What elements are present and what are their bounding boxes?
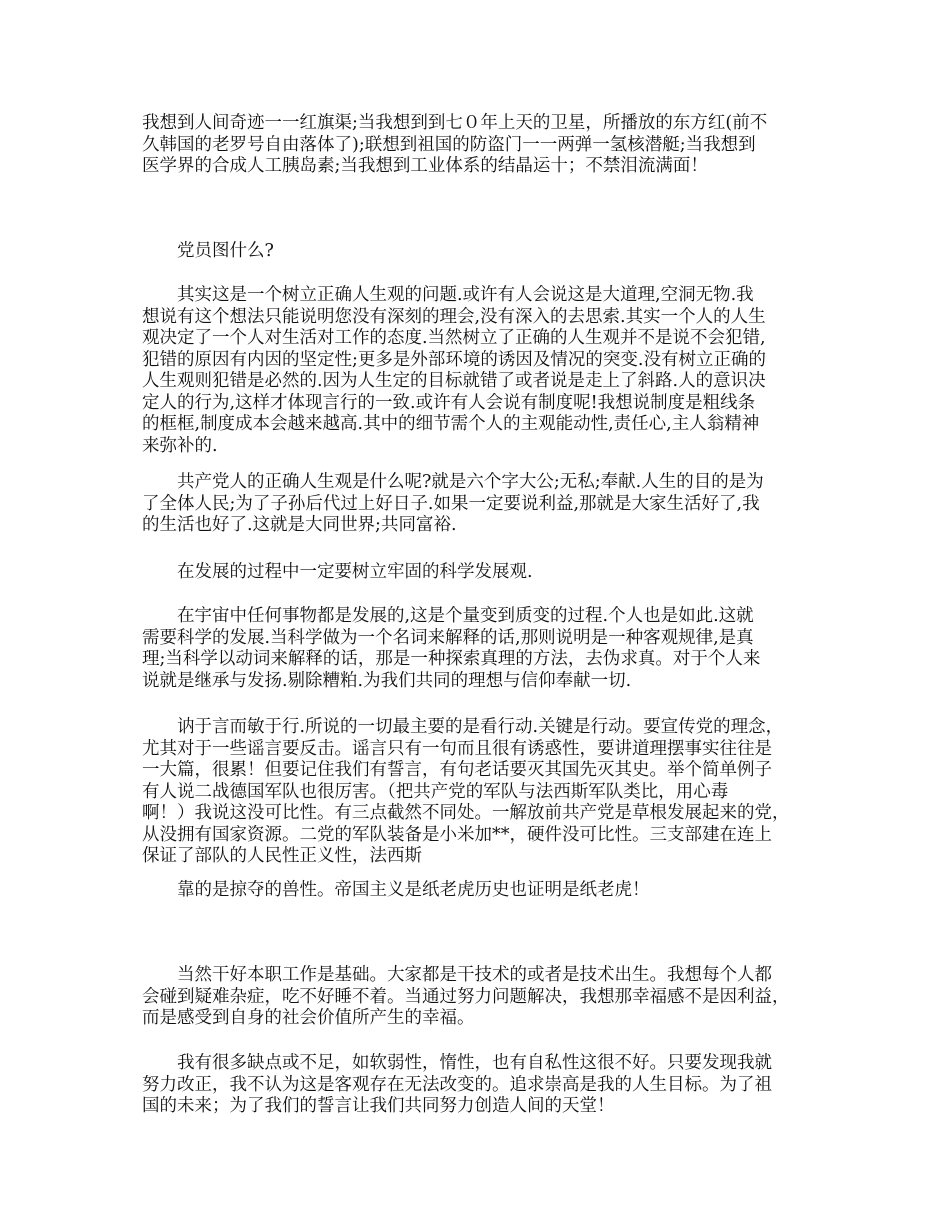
paragraph-science — [142, 606, 814, 692]
text-line: 有人说二战德国军队也很厉害。（把共产党的军队与法西斯军队类比，用心毒 — [142, 781, 729, 802]
paragraph-communist-outlook — [142, 472, 814, 537]
paragraph-inspirations — [142, 113, 814, 178]
text-line: 想说有这个想法只能说明您没有深刻的理会,没有深入的去思索.其实一个人的人生 — [142, 306, 766, 327]
text-line: 一大篇，很累！但要记住我们有誓言，有句老话要灭其国先灭其史。举个简单例子 — [142, 760, 772, 780]
text-line: 久韩国的老罗号自由落体了);联想到祖国的防盗门一一两弹一氢核潜艇;当我想到 — [142, 134, 756, 155]
text-line: 在宇宙中任何事物都是发展的,这是个量变到质变的过程.个人也是如此.这就 — [142, 606, 754, 626]
paragraph-self-improvement — [142, 1053, 814, 1118]
paragraph-development-view — [142, 562, 814, 584]
text-line: 尤其对于一些谣言要反击。谣言只有一句而且很有诱惑性，要讲道理摆事实往往是 — [142, 738, 772, 759]
text-line: 需要科学的发展.当科学做为一个名词来解释的话,那则说明是一种客观规律,是真 — [142, 627, 754, 648]
text-line: 国的未来；为了我们的誓言让我们共同努力创造人间的天堂！ — [142, 1096, 615, 1116]
text-line: 讷于言而敏于行.所说的一切最主要的是看行动.关键是行动。要宣传党的理念， — [142, 717, 784, 737]
text-line: 的生活也好了.这就是大同世界;共同富裕. — [142, 515, 457, 535]
text-line: 其实这是一个树立正确人生观的问题.或许有人会说这是大道理,空洞无物.我 — [142, 285, 754, 305]
text-line: 在发展的过程中一定要树立牢固的科学发展观. — [142, 562, 533, 582]
text-line: 理;当科学以动词来解释的话，那是一种探索真理的方法，去伪求真。对于个人来 — [142, 649, 761, 669]
text-line: 从没拥有国家资源。二党的军队装备是小米加**，硬件没可比性。三支部建在连上 — [142, 824, 772, 845]
text-line: 我有很多缺点或不足，如软弱性，惰性，也有自私性这很不好。只要发现我就 — [142, 1053, 772, 1073]
text-line: 了全体人民;为了子孙后代过上好日子.如果一定要说利益,那就是大家生活好了,我 — [142, 493, 760, 514]
text-line: 会碰到疑难杂症，吃不好睡不着。当通过努力问题解决，我想那幸福感不是因利益， — [142, 986, 790, 1007]
text-line: 的框框,制度成本会越来越高.其中的细节需个人的主观能动性,责任心,主人翁精神 — [142, 414, 760, 434]
text-line: 人生观则犯错是必然的.因为人生定的目标就错了或者说是走上了斜路.人的意识决 — [142, 371, 766, 391]
text-line: 我想到人间奇迹一一红旗渠;当我想到到七０年上天的卫星，所播放的东方红(前不 — [142, 113, 768, 133]
text-line: 共产党人的正确人生观是什么呢?就是六个字大公;无私;奉献.人生的目的是为 — [142, 472, 764, 492]
text-line: 来弥补的. — [142, 435, 218, 456]
text-line: 而是感受到自身的社会价值所产生的幸福。 — [142, 1008, 475, 1028]
text-line: 党员图什么? — [142, 241, 274, 261]
text-line: 当然干好本职工作是基础。大家都是干技术的或者是技术出生。我想每个人都 — [142, 965, 772, 985]
text-line: 说就是继承与发扬.剔除糟粕.为我们共同的理想与信仰奉献一切. — [142, 670, 632, 691]
text-line: 医学界的合成人工胰岛素;当我想到工业体系的结晶运十；不禁泪流满面！ — [142, 156, 708, 176]
paragraph-action — [142, 717, 814, 868]
paragraph-work — [142, 965, 814, 1030]
paragraph-paper-tiger — [142, 880, 814, 902]
text-line: 保证了部队的人民性正义性，法西斯 — [142, 846, 422, 866]
text-line: 靠的是掠夺的兽性。帝国主义是纸老虎历史也证明是纸老虎！ — [142, 880, 650, 900]
paragraph-outlook-on-life — [142, 285, 814, 457]
text-line: 啊！）我说这没可比性。有三点截然不同处。一解放前共产党是草根发展起来的党， — [142, 803, 790, 823]
section-heading — [142, 241, 814, 263]
text-line: 定人的行为,这样才体现言行的一致.或许有人会说有制度呢!我想说制度是粗线条 — [142, 392, 756, 413]
text-line: 努力改正，我不认为这是客观存在无法改变的。追求崇高是我的人生目标。为了祖 — [142, 1074, 772, 1095]
text-line: 观决定了一个人对生活对工作的态度.当然树立了正确的人生观并不是说不会犯错, — [142, 328, 766, 348]
text-line: 犯错的原因有内因的坚定性;更多是外部环境的诱因及情况的突变.没有树立正确的 — [142, 349, 766, 370]
